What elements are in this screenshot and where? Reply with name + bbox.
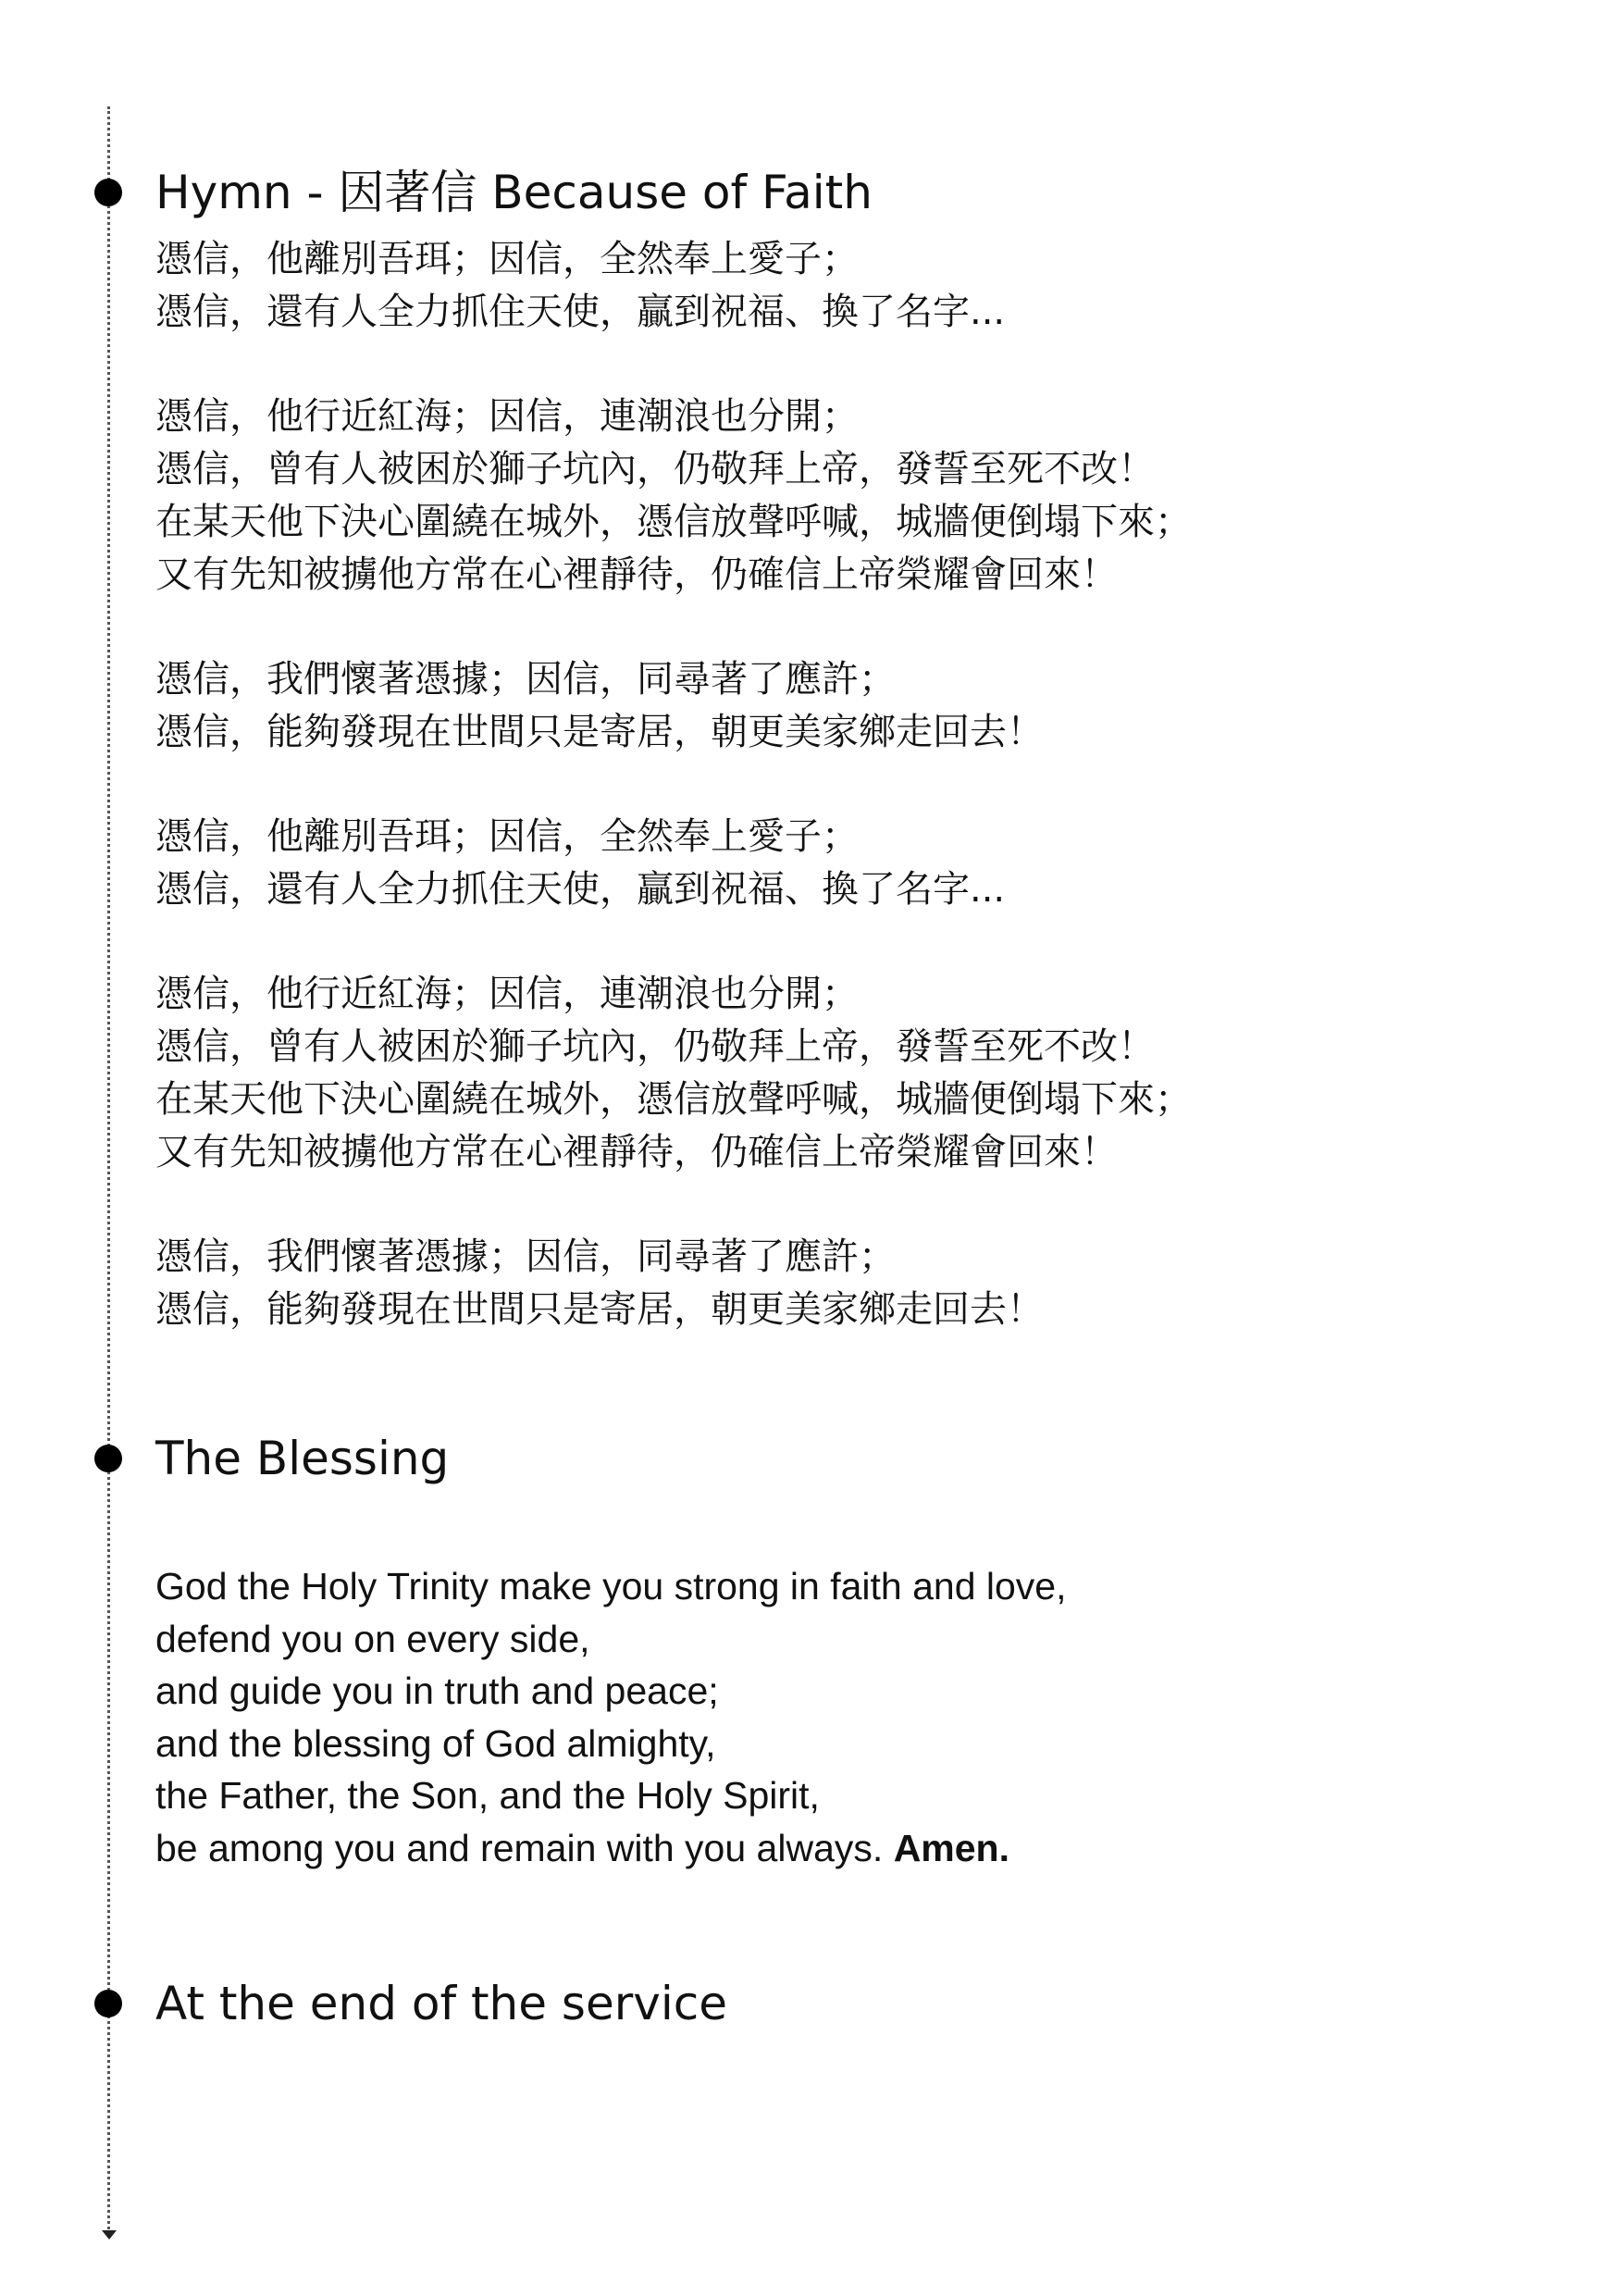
hymn-stanza [155,811,1525,916]
blessing-line: God the Holy Trinity make you strong in faith and love, [155,1565,1067,1607]
hymn-line: 憑信，曾有人被困於獅子坑內，仍敬拜上帝，發誓至死不改！ [155,448,1155,490]
blessing-line-text: be among you and remain with you always. [155,1826,884,1869]
timeline-arrow-down-icon [102,2230,117,2240]
hymn-line: 憑信，曾有人被困於獅子坑內，仍敬拜上帝，發誓至死不改！ [155,1025,1155,1068]
hymn-lyrics [155,233,1525,1388]
hymn-line: 憑信，還有人全力抓住天使，贏到祝福、換了名字... [155,291,1006,333]
hymn-line: 憑信，能夠發現在世間只是寄居，朝更美家鄉走回去！ [155,1288,1044,1331]
hymn-line: 又有先知被擄他方常在心裡靜待，仍確信上帝榮耀會回來！ [155,553,1118,596]
timeline-bullet-hymn [94,179,122,206]
hymn-line: 憑信，我們懷著憑據；因信，同尋著了應許； [155,658,896,701]
hymn-line: 憑信，我們懷著憑據；因信，同尋著了應許； [155,1235,896,1278]
hymn-stanza [155,1231,1525,1336]
blessing-line: and guide you in truth and peace; [155,1669,719,1712]
end-of-service-title: At the end of the service [155,1977,727,2030]
hymn-stanza [155,391,1525,602]
timeline-bullet-end [94,1990,122,2017]
hymn-line: 憑信，他行近紅海；因信，連潮浪也分開； [155,395,859,438]
timeline-bullet-blessing [94,1445,122,1472]
timeline-dotted-line [107,106,110,2235]
hymn-stanza [155,968,1525,1179]
hymn-stanza [155,233,1525,339]
hymn-line: 憑信，能夠發現在世間只是寄居，朝更美家鄉走回去！ [155,711,1044,753]
amen-response: Amen. [893,1826,1009,1869]
hymn-stanza [155,653,1525,759]
blessing-line: the Father, the Son, and the Holy Spirit, [155,1774,820,1817]
blessing-text [155,1560,1525,1874]
hymn-line: 憑信，他離別吾珥；因信，全然奉上愛子； [155,238,859,280]
blessing-line: defend you on every side, [155,1617,590,1660]
hymn-line: 憑信，他行近紅海；因信，連潮浪也分開； [155,973,859,1015]
hymn-line: 在某天他下決心圍繞在城外，憑信放聲呼喊，城牆便倒塌下來； [155,1078,1192,1121]
blessing-line-final [155,1822,1525,1875]
hymn-line: 在某天他下決心圍繞在城外，憑信放聲呼喊，城牆便倒塌下來； [155,501,1192,543]
blessing-title: The Blessing [155,1432,450,1485]
blessing-line: and the blessing of God almighty, [155,1721,716,1765]
hymn-title: Hymn - 因著信 Because of Faith [155,166,873,219]
hymn-line: 憑信，他離別吾珥；因信，全然奉上愛子； [155,815,859,858]
hymn-line: 又有先知被擄他方常在心裡靜待，仍確信上帝榮耀會回來！ [155,1131,1118,1173]
hymn-line: 憑信，還有人全力抓住天使，贏到祝福、換了名字... [155,868,1006,911]
